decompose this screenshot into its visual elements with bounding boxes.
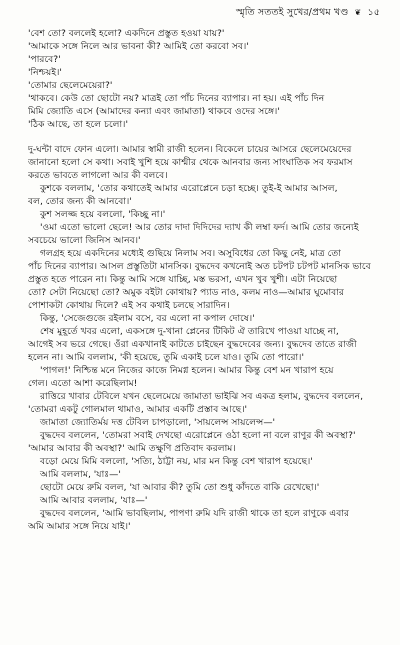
page-body xyxy=(28,27,388,533)
text-line: রাত্তিরে খাবার টেবিলে যখন ছেলেমেয়ে জামাতা ভাইঝি সব একত্র হলাম, বুদ্ধদেব বললেন, xyxy=(40,391,364,402)
text-line: কিন্তু, 'সেজেগুজে রইলাম বসে, বর এলো না কপাল দোষে।' xyxy=(40,313,255,324)
text-line: 'বেশ তো? বললেই হলো? একদিনে প্রস্তুত হওয়া যায়?' xyxy=(28,28,225,39)
text-line: করতে ভাবতে লাগলো আর কী বলবে। xyxy=(28,170,168,181)
text-line: বুদ্ধদেব বললেন, 'তোমরা সবাই দেখছো এরোপ্লেনে ওঠা হলো না বলে রাণুর কী অবস্থা?' xyxy=(40,430,356,441)
text-line: তো? সেটা নিয়েছো তো? অমুক বইটা কোথায়? প্যাড নাও, কলম নাও—আমার ঘুমোবার xyxy=(28,287,344,298)
dialogue-block xyxy=(28,27,388,131)
text-line: 'ওমা এতো ভালো ছেলে! আর তোর দাদা দিদিদের দ্যাখ কী লম্বা ফর্দ। আমি তোর জন্যেই xyxy=(40,222,359,233)
running-header xyxy=(236,6,380,21)
text-line: শেষ মুহূর্তে খবর এলো, একসঙ্গে দু-খানা প্লেনের টিকিট ঐ তারিখে পাওয়া যাচ্ছে না, xyxy=(40,326,339,337)
text-line: 'থাকবে। কেউ তো ছোটো নয়? মাত্রই তো পাঁচ দিনের ব্যাপার। না হয়। এই পাঁচ দিন xyxy=(28,93,325,104)
narrative-block xyxy=(28,143,388,533)
text-line: 'আমাকে সঙ্গে নিলে আর ভাবনা কী? আমিই তো করবো সব।' xyxy=(28,41,249,52)
text-line: 'পারবে?' xyxy=(28,54,61,65)
text-line: দু-ঘন্টা বাদে ফোন এলো। আমার স্বামী রাজী হলেন। বিকেলে চায়ের আসরে ছেলেমেয়েদের xyxy=(28,144,352,155)
ornament-icon: ❦ xyxy=(354,8,362,17)
text-line: আমি আবার বললাম, 'যাঃ—' xyxy=(40,495,148,506)
text-line: 'ঠিক আছে, তা হলে চলো।' xyxy=(28,119,128,130)
text-line: মিমি জ্যোতি এসে (আমাদের কন্যা এবং জামাতা) থাকবে ওদের সঙ্গে।' xyxy=(28,106,280,117)
text-line: গেল। এতো আশা করেছিলাম! xyxy=(28,378,138,389)
text-line: বুদ্ধদেব বললেন, 'আমি ভাবছিলাম, পাপণা রুমি যদি রাজী থাকে তা হলে রাণুকে এবার xyxy=(40,508,350,519)
text-line: ছোটো মেয়ে রুমি বলল, 'যা আবার কী? তুমি তো শুধু কাঁদতে বাকি রেখেছো।' xyxy=(40,482,320,493)
text-line: গলগ্রহ হয়ে একদিনের মধ্যেই গুছিয়ে নিলাম সব। অসুবিধের তো কিছু নেই, মাত্র তো xyxy=(40,248,341,259)
text-line: সবচেয়ে ভালো জিনিস আনব।' xyxy=(28,235,141,246)
text-line: বল, তোর জন্য কী আনবো।' xyxy=(28,196,132,207)
book-title: স্মৃতি সততই সুখের/প্রথম খণ্ড xyxy=(236,7,349,18)
text-line: আমি বললাম, 'যাঃ—' xyxy=(40,469,121,480)
paragraph-gap xyxy=(28,131,388,143)
text-line: জানানো হলো সে কথা। সবাই খুশি হয়ে কাশ্মীর থেকে আনবার জন্য সাংঘাতিক সব ফরমাস xyxy=(28,157,353,168)
text-line: 'আমার আবার কী অবস্থা?' আমি তক্ষুণি প্রতিবাদ করলাম। xyxy=(28,443,236,454)
text-line: 'তোমার ছেলেমেয়েরা?' xyxy=(28,80,113,91)
page-number: ১৫ xyxy=(367,7,380,18)
text-line: আগেই সব ভরে গেছে। ওঁরা একখানাই কাটতে চাইছেন বুদ্ধদেবের জন্য। বুদ্ধদেব তাতে রাজী xyxy=(28,339,357,350)
text-line: অমি আমার সঙ্গে নিয়ে যাই।' xyxy=(28,521,131,532)
text-line: বড়ো মেয়ে মিমি বললো, 'সত্যি, ঠাট্টা নয়, মার মন কিন্তু বেশ খারাপ হয়েছে।' xyxy=(40,456,313,467)
text-line: কুশকে বললাম, 'তোর কথাতেই আমার এরোপ্লেনে চড়া হচ্ছে। তুই-ই আমার আসল, xyxy=(40,183,338,194)
text-line: পাঁচ দিনের ব্যাপার। আসল প্রস্তুতিটা মানসিক। বুদ্ধদেব কখনোই অত চটপট চটপট মানসিক ভাবে xyxy=(28,261,371,272)
text-line: কুশ সলজ্জ হয়ে বললো, 'কিচ্ছু না।' xyxy=(40,209,166,220)
text-line: প্রস্তুত হতে পারেন না। কিন্তু আমি সঙ্গে যাচ্ছি, মস্ত ভরসা, এখন খুব খুশী। এটা নিয়েছো xyxy=(28,274,338,285)
text-line: পোশাকটা কোথায় দিলে? এই সব কথাই চলছে সারাদিন। xyxy=(28,300,230,311)
text-line: জামাতা জ্যোতির্ময় দত্ত টেবিল চাপড়ালো, 'সায়লেন্স সায়লেন্স—' xyxy=(40,417,276,428)
text-line: হলেন না। আমি বললাম, 'কী হয়েছে, তুমি একাই চলে যাও। তুমি তো পারো।' xyxy=(28,352,304,363)
text-line: 'পাগল!' নিশ্চিন্ত মনে নিজের কাজে নিমগ্ন হলেন। আমার কিন্তু বেশ মন খারাপ হয়ে xyxy=(40,365,334,376)
text-line: 'নিশ্চয়ই।' xyxy=(28,67,62,78)
text-line: 'তোমরা একটু গোলমাল থামাও, আমার একটি প্রস্তাব আছে।' xyxy=(28,404,248,415)
